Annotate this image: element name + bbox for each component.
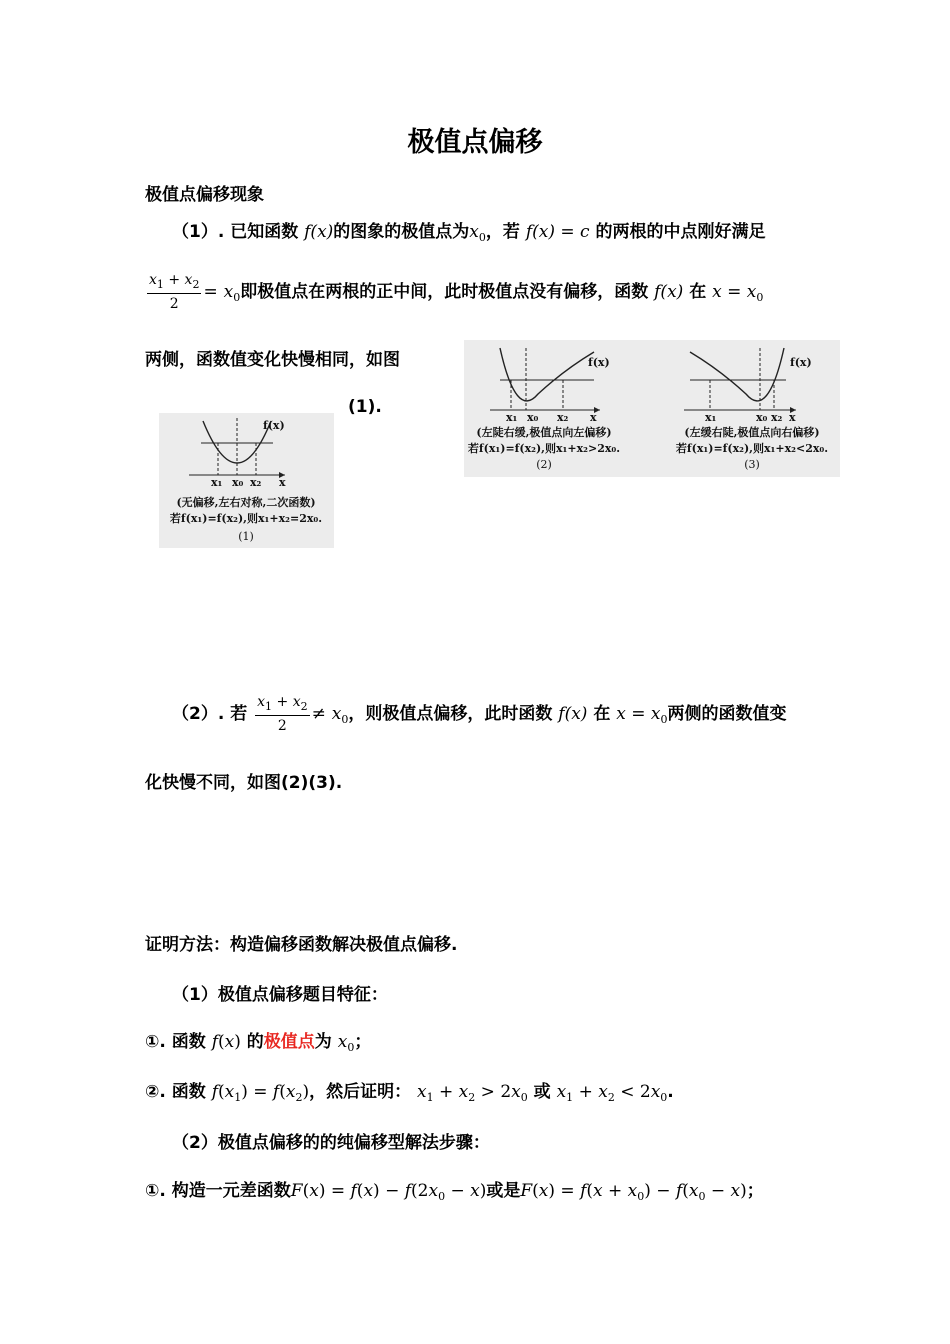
fig3-fx-label: f(x) — [790, 356, 812, 369]
neq-fraction: $\frac{x_1 + x_2}{2}$ — [257, 694, 308, 734]
p1-fx: f(x) — [304, 222, 334, 242]
method-item1: ①. 函数 f(x) 的极值点为 $x_0$； — [145, 1032, 372, 1054]
p1-x-eq-x0: $x = x_0$ — [712, 282, 764, 304]
fig2-x2: x₂ — [557, 411, 569, 424]
page-title: 极值点偏移 — [407, 127, 543, 158]
fig1-x1: x₁ — [211, 476, 223, 489]
p1-line2-text: 即极值点在两根的正中间，此时极值点没有偏移，函数 — [240, 282, 649, 302]
fig1-number: (1) — [238, 530, 254, 543]
fig3-caption2: 若f(x₁)=f(x₂),则x₁+x₂<2x₀. — [675, 442, 829, 455]
fig3-x2: x₂ — [771, 411, 783, 424]
fig1-fx-label: f(x) — [263, 419, 285, 432]
fig-ref-1: (1). — [348, 397, 382, 417]
method-item3: ①. 构造一元差函数$F(x) = f(x) - f(2x_0 - x)$或是$F(x) = f(x + x_0) - f(x_0 - x)$； — [145, 1181, 764, 1203]
fig2-fx-label: f(x) — [588, 356, 610, 369]
p1-line1 — [172, 217, 765, 244]
fig3-x: x — [789, 411, 796, 424]
p2-line1: （2）. 若 $\frac{x_1 + x_2}{2}$ ≠ $x_0$，则极值点偏移，此时函数 f(x) 在 $x = x_0$两侧的函数值变 — [172, 694, 787, 734]
fig2-number: (2) — [536, 458, 552, 471]
midpoint-fraction: $\frac{x_1 + x_2}{2}$ — [149, 272, 200, 312]
fig1-x2: x₂ — [250, 476, 262, 489]
p2-line2: 化快慢不同，如图(2)(3). — [145, 773, 343, 793]
p1-line3: 两侧，函数值变化快慢相同，如图 — [145, 350, 400, 370]
p1-ruo: ，若 — [485, 222, 520, 242]
method-item2: ②. 函数 $f(x_1) = f(x_2)$，然后证明： $x_1 + x_2 > 2x_0$ 或 $x_1 + x_2 < 2x_0$. — [145, 1082, 674, 1104]
fig3-number: (3) — [744, 458, 760, 471]
fig2-x: x — [590, 411, 597, 424]
method-heading: 证明方法：构造偏移函数解决极值点偏移. — [145, 935, 458, 955]
p1-mid1: 的图象的极值点为 — [333, 222, 470, 242]
highlight-extreme-point: 极值点 — [263, 1032, 315, 1052]
method-sub2: （2）极值点偏移的的纯偏移型解法步骤： — [172, 1133, 490, 1153]
p1-mid2: 的两根的中点刚好满足 — [595, 222, 766, 242]
fig2-x0: x₀ — [527, 411, 539, 424]
fig3-x0: x₀ — [756, 411, 768, 424]
fig2-caption2: 若f(x₁)=f(x₂),则x₁+x₂>2x₀. — [467, 442, 621, 455]
p1-prefix: （1）. 已知函数 — [172, 222, 299, 242]
fig1-caption1: (无偏移,左右对称,二次函数) — [176, 496, 316, 509]
fig1-x: x — [279, 476, 286, 489]
fig2-x1: x₁ — [506, 411, 518, 424]
p1-x0: $x_0$ — [469, 222, 486, 244]
p1-line2: $\frac{x_1 + x_2}{2}$ = $x_0$即极值点在两根的正中间，此时极值点没有偏移，函数 f(x) 在 $x = x_0$ — [149, 272, 764, 312]
figures-2-3 — [464, 340, 840, 477]
fig2-caption1: (左陡右缓,极值点向左偏移) — [476, 426, 612, 439]
p1-eq: f(x) = c — [525, 222, 590, 242]
section-heading: 极值点偏移现象 — [145, 185, 264, 205]
fig3-caption1: (左缓右陡,极值点向右偏移) — [684, 426, 820, 439]
figure-1 — [159, 413, 334, 548]
method-sub1: （1）极值点偏移题目特征： — [172, 985, 388, 1005]
fig3-x1: x₁ — [705, 411, 717, 424]
fig1-x0: x₀ — [232, 476, 244, 489]
fig1-caption2: 若f(x₁)=f(x₂),则x₁+x₂=2x₀. — [169, 512, 323, 525]
